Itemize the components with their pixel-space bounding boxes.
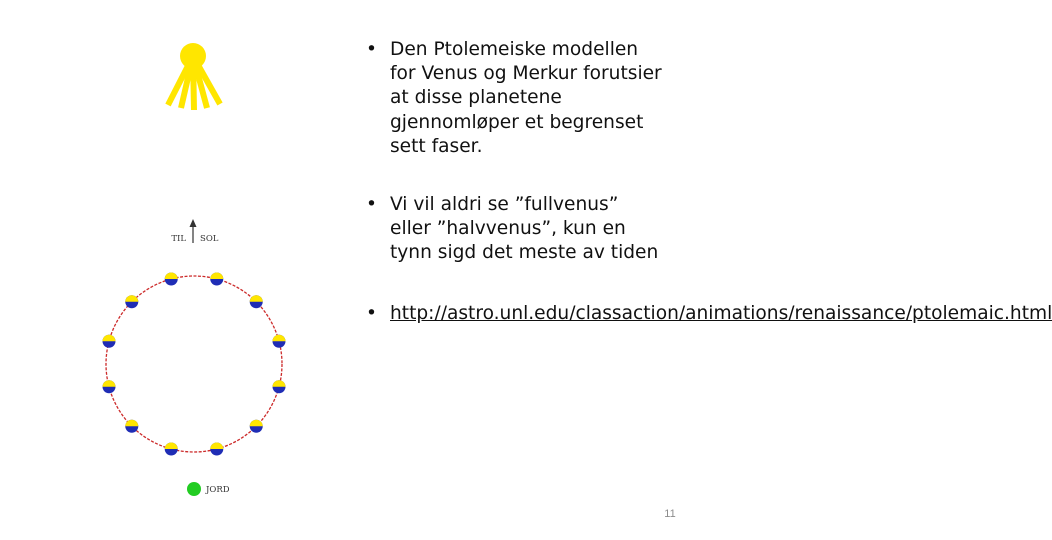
planet-lit-side — [165, 272, 178, 279]
label-jord: JORD — [206, 485, 230, 495]
planet-lit-side — [165, 443, 178, 450]
planet-marker — [125, 295, 138, 308]
planet-marker — [273, 380, 286, 393]
planet-lit-side — [250, 420, 263, 426]
sun-disk — [180, 43, 206, 69]
bullet-text: Den Ptolemeiske modellen for Venus og Merkur forutsier at disse planetene gjennomløper et begrenset sett faser. — [390, 39, 662, 157]
planet-phase-markers — [102, 272, 285, 455]
planet-marker — [165, 443, 178, 456]
planet-marker — [210, 272, 223, 285]
planet-lit-side — [210, 272, 223, 279]
ptolemaic-venus-diagram — [0, 0, 340, 540]
bullet-item — [362, 38, 662, 159]
bullet-list — [362, 38, 1052, 326]
planet-marker — [210, 443, 223, 456]
planet-marker — [250, 420, 263, 433]
planet-marker — [250, 295, 263, 308]
planet-marker — [165, 272, 178, 285]
animation-link[interactable]: http://astro.unl.edu/classaction/animations/renaissance/ptolemaic.html — [390, 302, 1052, 324]
planet-lit-side — [273, 380, 286, 386]
planet-lit-side — [102, 335, 115, 342]
sun-icon — [168, 43, 220, 110]
bullet-item — [362, 193, 662, 266]
planet-lit-side — [210, 443, 223, 450]
label-sol: SOL — [200, 234, 219, 244]
planet-marker — [273, 335, 286, 348]
planet-marker — [102, 335, 115, 348]
label-til: TIL — [171, 234, 186, 244]
arrow-up-icon — [190, 219, 197, 227]
bullet-dot: • — [366, 302, 377, 324]
planet-lit-side — [102, 380, 115, 386]
bullet-item — [362, 302, 1052, 326]
bullet-dot: • — [366, 194, 377, 216]
direction-to-sun-indicator — [171, 219, 218, 244]
planet-marker — [102, 380, 115, 393]
planet-lit-side — [250, 295, 263, 301]
earth-icon — [187, 482, 201, 496]
planet-marker — [125, 420, 138, 433]
bullet-text: Vi vil aldri se ”fullvenus” eller ”halvvenus”, kun en tynn sigd det meste av tiden — [390, 194, 659, 264]
page-number: 11 — [664, 508, 676, 520]
planet-lit-side — [273, 335, 286, 342]
bullet-dot: • — [366, 39, 377, 60]
planet-lit-side — [125, 295, 138, 301]
